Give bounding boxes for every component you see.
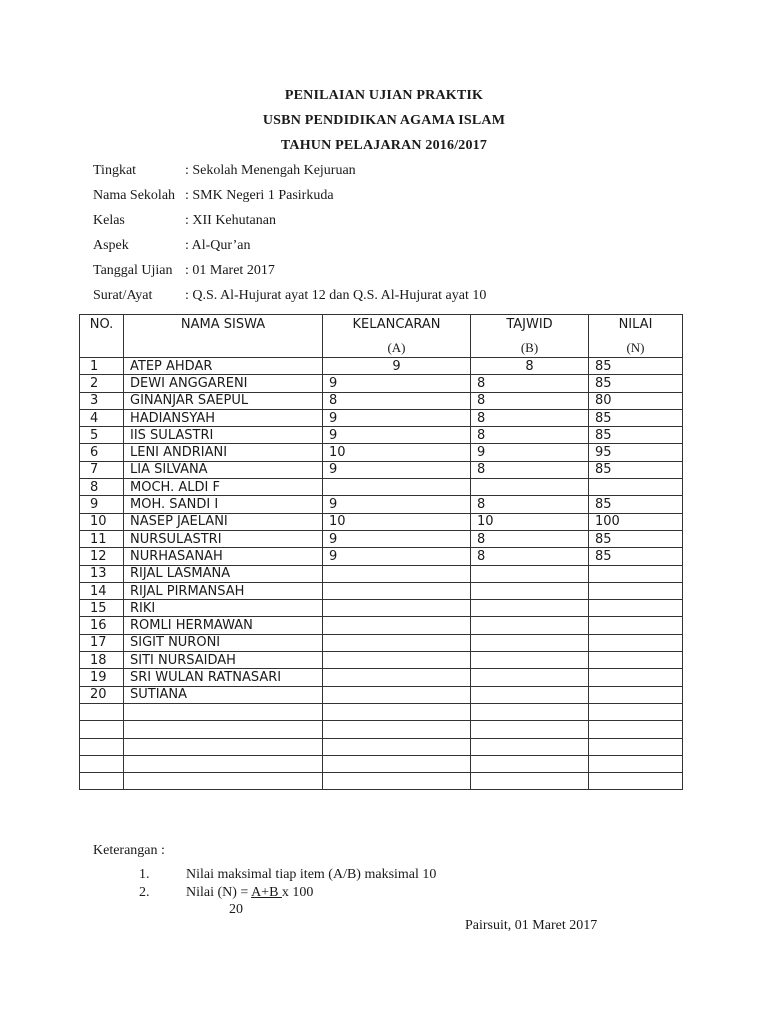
table-row (80, 634, 683, 651)
cell-name: RIJAL LASMANA (124, 565, 323, 582)
table-row (80, 773, 683, 790)
cell-no: 8 (80, 479, 124, 496)
table-row (80, 600, 683, 617)
cell-nilai (589, 703, 683, 720)
cell-kelancaran: 9 (323, 496, 471, 513)
cell-tajwid (471, 703, 589, 720)
table-row (80, 738, 683, 755)
cell-name: ATEP AHDAR (124, 358, 323, 375)
cell-name: NURHASANAH (124, 548, 323, 565)
table-row (80, 721, 683, 738)
cell-name: GINANJAR SAEPUL (124, 392, 323, 409)
cell-kelancaran: 9 (323, 530, 471, 547)
note-2-number: 2. (139, 885, 150, 900)
note-1-text: Nilai maksimal tiap item (A/B) maksimal 10 (186, 867, 437, 882)
cell-nilai (589, 582, 683, 599)
cell-tajwid (471, 773, 589, 790)
table-row (80, 496, 683, 513)
cell-nilai (589, 565, 683, 582)
cell-kelancaran (323, 600, 471, 617)
cell-kelancaran (323, 634, 471, 651)
cell-name: RIJAL PIRMANSAH (124, 582, 323, 599)
cell-tajwid: 8 (471, 427, 589, 444)
table-row (80, 703, 683, 720)
cell-kelancaran (323, 582, 471, 599)
cell-name (124, 721, 323, 738)
formula-denominator: 20 (229, 902, 243, 917)
cell-nilai: 100 (589, 513, 683, 530)
note-1-number: 1. (139, 867, 150, 882)
cell-nilai (589, 738, 683, 755)
cell-name: LENI ANDRIANI (124, 444, 323, 461)
cell-nilai (589, 600, 683, 617)
cell-no: 14 (80, 582, 124, 599)
table-row (80, 530, 683, 547)
info-row (93, 213, 276, 229)
cell-no: 19 (80, 669, 124, 686)
cell-name: SUTIANA (124, 686, 323, 703)
title-line-2: USBN PENDIDIKAN AGAMA ISLAM (262, 113, 506, 128)
cell-tajwid: 8 (471, 461, 589, 478)
info-label: Tanggal Ujian (93, 263, 173, 278)
cell-nilai (589, 617, 683, 634)
cell-no: 20 (80, 686, 124, 703)
cell-kelancaran (323, 617, 471, 634)
cell-tajwid (471, 582, 589, 599)
cell-tajwid (471, 721, 589, 738)
cell-kelancaran (323, 479, 471, 496)
cell-nilai (589, 652, 683, 669)
cell-name: IIS SULASTRI (124, 427, 323, 444)
cell-name (124, 773, 323, 790)
cell-name: NURSULASTRI (124, 530, 323, 547)
cell-kelancaran: 9 (323, 409, 471, 426)
table-header-row (80, 315, 683, 358)
cell-name (124, 738, 323, 755)
cell-nilai: 85 (589, 409, 683, 426)
info-label: Kelas (93, 213, 125, 228)
header-nilai: NILAI (N) (589, 315, 683, 358)
cell-name (124, 703, 323, 720)
table-row (80, 513, 683, 530)
cell-name: HADIANSYAH (124, 409, 323, 426)
cell-tajwid: 8 (471, 375, 589, 392)
cell-tajwid (471, 479, 589, 496)
cell-no: 18 (80, 652, 124, 669)
cell-no (80, 703, 124, 720)
info-label: Tingkat (93, 163, 137, 178)
cell-tajwid: 9 (471, 444, 589, 461)
cell-kelancaran (323, 773, 471, 790)
info-value: : Q.S. Al-Hujurat ayat 12 dan Q.S. Al-Hujurat ayat 10 (185, 288, 487, 303)
formula-prefix: Nilai (N) = (186, 885, 252, 900)
cell-no: 3 (80, 392, 124, 409)
title-line-3: TAHUN PELAJARAN 2016/2017 (280, 138, 488, 153)
cell-name: DEWI ANGGARENI (124, 375, 323, 392)
table-row (80, 617, 683, 634)
info-value: : XII Kehutanan (185, 213, 276, 228)
cell-no: 13 (80, 565, 124, 582)
header-kelancaran: KELANCARAN (A) (323, 315, 471, 358)
cell-name: NASEP JAELANI (124, 513, 323, 530)
cell-nilai (589, 479, 683, 496)
cell-name: SIGIT NURONI (124, 634, 323, 651)
cell-nilai (589, 755, 683, 772)
table-row (80, 358, 683, 375)
cell-nilai (589, 669, 683, 686)
header-no: NO. (80, 315, 124, 358)
cell-tajwid (471, 634, 589, 651)
header-nama-siswa: NAMA SISWA (124, 315, 323, 358)
info-label: Nama Sekolah (93, 188, 176, 203)
cell-tajwid (471, 738, 589, 755)
table-row (80, 582, 683, 599)
cell-name: MOCH. ALDI F (124, 479, 323, 496)
table-row (80, 652, 683, 669)
cell-kelancaran (323, 703, 471, 720)
formula-suffix: x 100 (281, 885, 314, 900)
cell-kelancaran (323, 686, 471, 703)
cell-tajwid: 8 (471, 530, 589, 547)
cell-tajwid (471, 669, 589, 686)
cell-no: 1 (80, 358, 124, 375)
cell-kelancaran (323, 652, 471, 669)
cell-name: SRI WULAN RATNASARI (124, 669, 323, 686)
cell-no (80, 738, 124, 755)
formula-numerator: A+B (251, 885, 282, 900)
note-2-formula (186, 885, 313, 901)
info-value: : 01 Maret 2017 (185, 263, 275, 278)
cell-no: 10 (80, 513, 124, 530)
info-row (93, 288, 487, 304)
cell-name: ROMLI HERMAWAN (124, 617, 323, 634)
cell-nilai (589, 773, 683, 790)
info-label: Aspek (93, 238, 129, 253)
cell-kelancaran (323, 721, 471, 738)
cell-no: 15 (80, 600, 124, 617)
cell-name (124, 755, 323, 772)
table-row (80, 479, 683, 496)
score-table (79, 314, 683, 790)
cell-tajwid (471, 755, 589, 772)
table-row (80, 461, 683, 478)
cell-tajwid: 8 (471, 392, 589, 409)
cell-nilai: 85 (589, 496, 683, 513)
info-label: Surat/Ayat (93, 288, 153, 303)
cell-tajwid: 8 (471, 496, 589, 513)
cell-nilai: 95 (589, 444, 683, 461)
cell-tajwid (471, 600, 589, 617)
cell-kelancaran: 9 (323, 461, 471, 478)
cell-nilai: 85 (589, 427, 683, 444)
cell-nilai: 85 (589, 375, 683, 392)
cell-kelancaran (323, 565, 471, 582)
cell-tajwid: 8 (471, 358, 589, 375)
table-row (80, 565, 683, 582)
cell-kelancaran (323, 738, 471, 755)
cell-no (80, 773, 124, 790)
signature-place-date: Pairsuit, 01 Maret 2017 (465, 918, 598, 933)
cell-kelancaran: 9 (323, 358, 471, 375)
info-row (93, 238, 251, 254)
cell-tajwid: 10 (471, 513, 589, 530)
table-row (80, 686, 683, 703)
table-row (80, 375, 683, 392)
table-row (80, 427, 683, 444)
cell-kelancaran: 9 (323, 427, 471, 444)
cell-no: 17 (80, 634, 124, 651)
info-value: : Al-Qur’an (185, 238, 251, 253)
cell-tajwid: 8 (471, 548, 589, 565)
table-row (80, 669, 683, 686)
table-row (80, 392, 683, 409)
cell-kelancaran: 9 (323, 548, 471, 565)
info-row (93, 163, 356, 179)
cell-no: 16 (80, 617, 124, 634)
cell-no (80, 755, 124, 772)
cell-nilai: 85 (589, 530, 683, 547)
info-value: : Sekolah Menengah Kejuruan (185, 163, 356, 178)
cell-nilai: 85 (589, 358, 683, 375)
cell-kelancaran: 10 (323, 444, 471, 461)
cell-no: 4 (80, 409, 124, 426)
cell-no: 9 (80, 496, 124, 513)
header-tajwid: TAJWID (B) (471, 315, 589, 358)
cell-tajwid: 8 (471, 409, 589, 426)
cell-kelancaran: 9 (323, 375, 471, 392)
cell-name: LIA SILVANA (124, 461, 323, 478)
cell-nilai: 80 (589, 392, 683, 409)
info-row (93, 188, 334, 204)
cell-nilai: 85 (589, 548, 683, 565)
cell-nilai: 85 (589, 461, 683, 478)
cell-kelancaran (323, 669, 471, 686)
cell-kelancaran: 8 (323, 392, 471, 409)
cell-nilai (589, 686, 683, 703)
cell-no: 5 (80, 427, 124, 444)
cell-name: RIKI (124, 600, 323, 617)
title-line-1: PENILAIAN UJIAN PRAKTIK (284, 88, 484, 103)
table-row (80, 409, 683, 426)
cell-tajwid (471, 652, 589, 669)
cell-no: 12 (80, 548, 124, 565)
table-row (80, 444, 683, 461)
cell-tajwid (471, 686, 589, 703)
table-row (80, 548, 683, 565)
cell-kelancaran (323, 755, 471, 772)
cell-kelancaran: 10 (323, 513, 471, 530)
cell-tajwid (471, 617, 589, 634)
cell-no: 6 (80, 444, 124, 461)
cell-tajwid (471, 565, 589, 582)
cell-nilai (589, 634, 683, 651)
info-value: : SMK Negeri 1 Pasirkuda (185, 188, 334, 203)
cell-no: 2 (80, 375, 124, 392)
table-row (80, 755, 683, 772)
cell-name: MOH. SANDI I (124, 496, 323, 513)
cell-no (80, 721, 124, 738)
cell-nilai (589, 721, 683, 738)
notes-heading: Keterangan : (93, 843, 165, 858)
cell-name: SITI NURSAIDAH (124, 652, 323, 669)
cell-no: 11 (80, 530, 124, 547)
info-row (93, 263, 275, 279)
cell-no: 7 (80, 461, 124, 478)
